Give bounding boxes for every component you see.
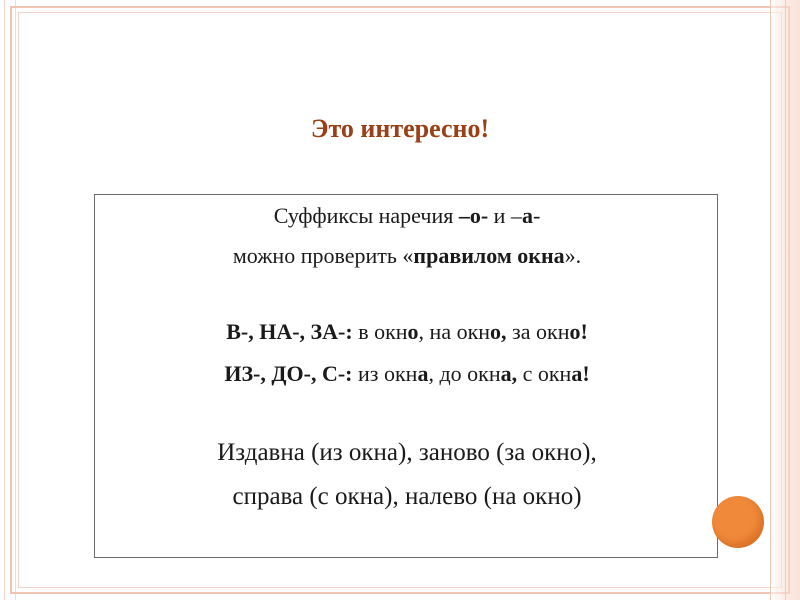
frame-left-border (4, 0, 16, 600)
bold-rule-name: правилом окна (413, 243, 565, 268)
text-span: , до окн (428, 361, 501, 386)
box-line-3 (95, 319, 719, 345)
frame-right-border (770, 0, 786, 600)
box-line-4 (95, 361, 719, 387)
slide-title: Это интересно! (310, 114, 490, 143)
text-span: Суффиксы наречия (273, 203, 459, 228)
bold-suffix: о, (490, 319, 507, 344)
text-span: можно проверить « (232, 243, 414, 268)
bold-suffix: а (521, 203, 533, 228)
text-span: из окн (352, 361, 418, 386)
text-span: ». (564, 243, 582, 268)
text-span: , на окн (418, 319, 491, 344)
bold-suffix: о! (569, 319, 588, 344)
bold-suffix: а, (500, 361, 518, 386)
decorative-circle-icon (712, 496, 764, 548)
text-span: - (532, 203, 541, 228)
bold-suffix: –о- (458, 203, 489, 228)
box-line-5: Издавна (из окна), заново (за окно), (217, 439, 597, 466)
bold-prefixes: В-, НА-, ЗА-: (226, 319, 353, 344)
box-line-6: справа (с окна), налево (на окно) (232, 483, 582, 510)
text-span: и – (488, 203, 522, 228)
bold-prefixes: ИЗ-, ДО-, С-: (224, 361, 353, 386)
box-line-2 (95, 243, 719, 269)
bold-suffix: а! (571, 361, 590, 386)
content-box (94, 194, 718, 558)
text-span: с окн (517, 361, 572, 386)
text-span: в окн (352, 319, 408, 344)
frame-right-band (770, 0, 800, 600)
text-span: за окн (506, 319, 570, 344)
box-line-1 (95, 203, 719, 229)
bold-suffix: о (407, 319, 419, 344)
bold-suffix: а (417, 361, 429, 386)
